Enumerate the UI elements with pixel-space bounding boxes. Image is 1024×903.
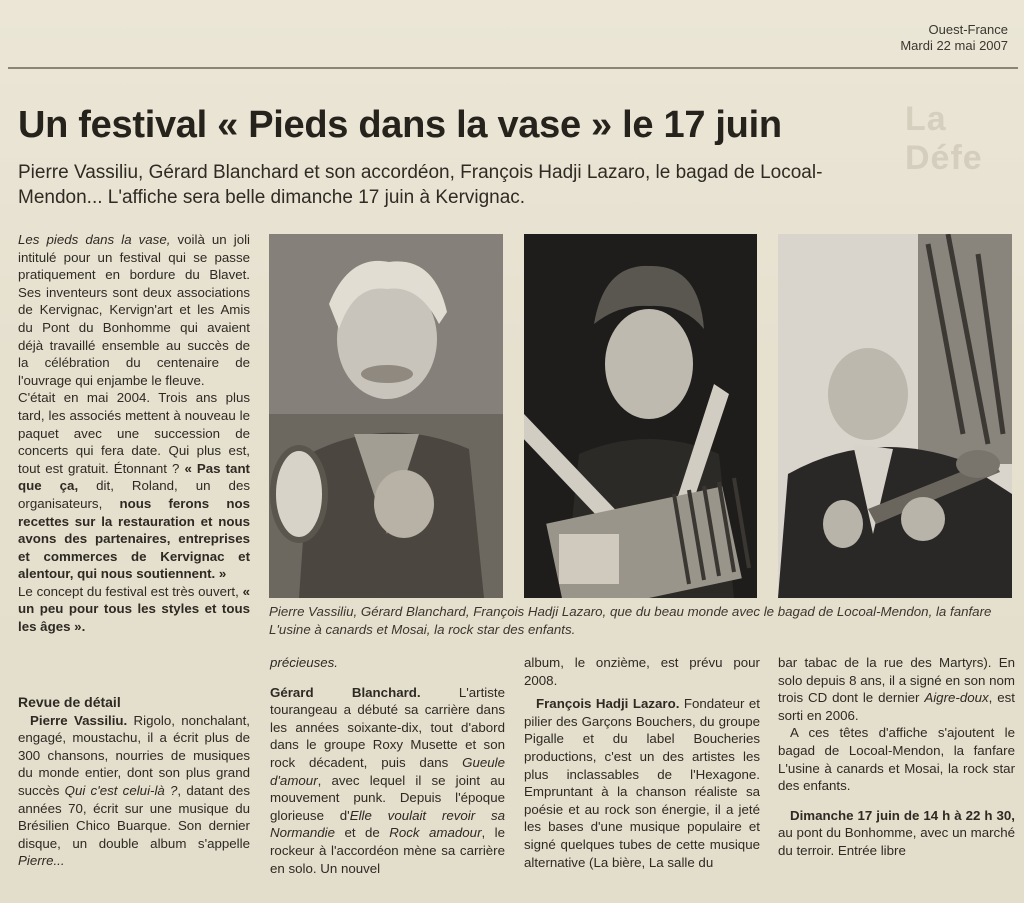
- vassiliu-text-a: Rigolo, nonchalant, engagé, moustachu, il a écrit plus de 300 chansons, nourries de musiques du monde entier, dont son plus grand succès: [18, 712, 250, 798]
- p3-quote: « un peu pour tous les styles et tous les âges ».: [18, 583, 250, 635]
- blanchard-text-d: , le rockeur à l'accordéon mène sa carrière en solo. Un nouvel: [270, 825, 506, 876]
- blanchard-text-b: , avec lequel il se joint au mouvement punk. Depuis l'époque glorieuse d': [270, 772, 505, 823]
- blanchard-song-2: Rock amadour: [389, 825, 482, 841]
- lineup-paragraph: A ces têtes d'affiche s'ajoutent le bagad de Locoal-Mendon, la fanfare L'usine à canards et Mosai, la rock star des enfants.: [778, 725, 1015, 794]
- vassiliu-album: Pierre...: [18, 853, 65, 869]
- column-2: [270, 654, 505, 877]
- photo-caption: Pierre Vassiliu, Gérard Blanchard, François Hadji Lazaro, que du beau monde avec le bagad de Locoal-Mendon, la fanfare L'usine à canards et Mosai, la rock star des enfants.: [269, 604, 992, 637]
- column-1-lower: [18, 694, 250, 870]
- blanchard-paragraph: [270, 684, 505, 878]
- lazaro-name: François Hadji Lazaro.: [536, 696, 680, 712]
- continuation-word: précieuses.: [270, 655, 338, 670]
- blanchard-band: Gueule d'amour: [270, 754, 505, 788]
- blanchard-text-a: L'artiste tourangeau a débuté sa carrière dans les années soixante-dix, tout d'abord dans le groupe Roxy Musette et son rock décadent, puis dans: [270, 684, 505, 770]
- blanchard-text-c: et de: [335, 825, 390, 841]
- quote-b: nous ferons nos recettes sur la restauration et nous avons des partenaires, entreprises et commerces de Kervignac et alentour, qui nous soutiennent. »: [18, 495, 250, 582]
- photo-vassiliu: [269, 234, 503, 598]
- vassiliu-text-b: , datant des années 70, écrit sur une musique du Brésilien Chico Buarque. Son dernier disque, un double album s'appelle: [18, 782, 250, 851]
- lazaro-continuation: [778, 654, 1015, 724]
- quote-attrib: dit, Roland, un des organisateurs,: [18, 478, 250, 511]
- event-details: au pont du Bonhomme, avec un marché du terroir. Entrée libre: [778, 825, 1015, 858]
- photo-lazaro: [778, 234, 1012, 598]
- vassiliu-paragraph: [18, 712, 250, 870]
- subhead: Revue de détail: [18, 694, 121, 710]
- masthead: [900, 22, 1008, 54]
- lazaro-text: Fondateur et pilier des Garçons Bouchers, du groupe Pigalle et du label Boucheries productions, c'est un des artistes les plus inclassables de l'Hexagone. Empruntant à la chanson réaliste sa poésie et au rock son énergie, il a jeté les bases d'une musique populaire et signé quelques tubes de cette musique alternative (La bière, La salle du: [524, 696, 760, 870]
- lazaro-cont-text: bar tabac de la rue des Martyrs). En solo depuis 8 ans, il a signé en son nom trois CD dont le dernier: [778, 655, 1015, 706]
- p2-text: C'était en mai 2004. Trois ans plus tard, les associés mettent à nouveau le paquet avec une succession de concerts qui fera date. Qui plus est, tout est gratuit. Étonnant ?: [18, 390, 250, 476]
- photo-blanchard: [524, 234, 757, 598]
- spacer: [270, 672, 505, 684]
- spacer: [778, 795, 1015, 807]
- blanchard-name: Gérard Blanchard.: [270, 684, 421, 700]
- album-note: album, le onzième, est prévu pour 2008.: [524, 655, 760, 688]
- p3-text: Le concept du festival est très ouvert,: [18, 583, 239, 599]
- paper-name: Ouest-France: [928, 22, 1008, 37]
- paragraph-3: [18, 583, 250, 636]
- intro-paragraph: [18, 231, 250, 389]
- photo-lazaro-image: [778, 234, 1012, 598]
- lazaro-album: Aigre-doux: [924, 690, 989, 706]
- intro-text: voilà un joli intitulé pour un festival qui se passe pratiquement en bordure du Blavet. Ses inventeurs sont deux associations de Kervignac, Kervign'art et les Amis du Pont du Bonhomme qui avaient déjà travaillé ensemble au succès de la célébration du centenaire de l'ouvrage qui enjambe le fleuve.: [18, 232, 251, 388]
- column-2-continuation: [270, 654, 505, 672]
- quote-a: « Pas tant que ça,: [18, 460, 250, 494]
- paragraph-2: [18, 389, 250, 583]
- blanchard-song-1: Elle voulait revoir sa Normandie: [270, 807, 506, 841]
- lazaro-cont-end: , est sorti en 2006.: [778, 690, 1015, 723]
- publication-date: Mardi 22 mai 2007: [900, 38, 1008, 53]
- festival-name: Les pieds dans la vase,: [18, 232, 171, 247]
- lazaro-paragraph: [524, 695, 760, 871]
- photo-vassiliu-image: [269, 234, 503, 598]
- vassiliu-name: Pierre Vassiliu.: [30, 712, 128, 728]
- event-date: Dimanche 17 juin de 14 h à 22 h 30,: [790, 807, 1015, 823]
- standfirst: Pierre Vassiliu, Gérard Blanchard et son accordéon, François Hadji Lazaro, le bagad de Locoal-Mendon... L'affiche sera belle dimanche 17 juin à Kervignac.: [18, 162, 823, 208]
- column-3: [524, 654, 760, 871]
- event-info: [778, 807, 1015, 860]
- photo-blanchard-image: [524, 234, 757, 598]
- column-4: [778, 654, 1015, 860]
- column-1: [18, 231, 250, 636]
- masthead-rule: [8, 67, 1018, 69]
- vassiliu-song: Qui c'est celui-là ?: [64, 782, 178, 798]
- bleed-through-text: La Défe: [905, 100, 983, 177]
- headline: Un festival « Pieds dans la vase » le 17 juin: [18, 104, 782, 146]
